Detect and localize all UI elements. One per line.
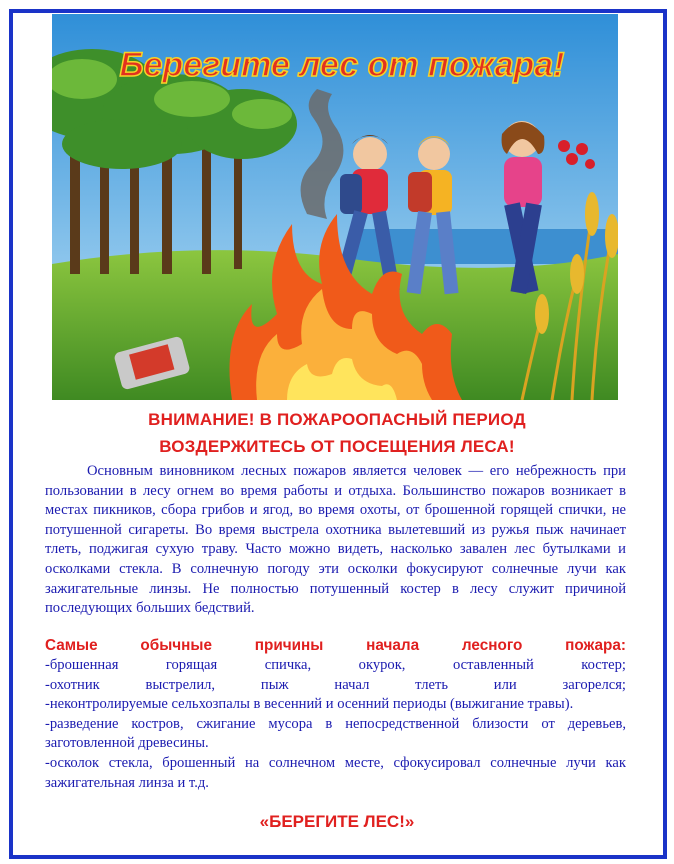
list-item: -неконтролируемые сельхозпалы в весенний и осенний периоды (выжигание травы). — [45, 696, 574, 713]
warning-headline-line-1: ВНИМАНИЕ! В ПОЖАРООПАСНЫЙ ПЕРИОД — [148, 410, 526, 429]
list-item: -осколок стекла, брошенный на солнечном месте, сфокусировал солнечные лучи как зажигательная линза и т.д. — [45, 754, 626, 791]
illustration-title: Берегите лес от пожара! — [119, 46, 565, 84]
list-item: -брошенная горящая спичка, окурок, оставленный костер; — [45, 657, 626, 673]
intro-paragraph: Основным виновником лесных пожаров является человек — его небрежность при пользовании в лесу огнем во время работы и отдыха. Большинство пожаров возникает в местах пикников, сбора грибов и ягод, во время охоты, от брошенной горящей спички, не потушенной сигареты. Во время выстрела охотника вылетевший из ружья пыж начинает тлеть, поджигая сухую траву. Часто можно видеть, насколько завален лес бутылками и осколками стекла. В солнечную погоду эти осколки фокусируют солнечные лучи как зажигательные линзы. Не полностью потушенный костер в лесу служит причиной последующих больших бедствий. — [45, 463, 626, 617]
closing-slogan: «БЕРЕГИТЕ ЛЕС!» — [259, 812, 415, 831]
list-item: -разведение костров, сжигание мусора в непосредственной близости от деревьев, заготовленной древесины. — [45, 715, 626, 752]
list-item: -охотник выстрелил, пыж начал тлеть или загорелся; — [45, 676, 626, 693]
forest-fire-illustration — [52, 14, 618, 400]
causes-title: Самые обычные причины начала лесного пожара: — [45, 637, 626, 654]
causes-list — [45, 656, 626, 793]
warning-headline-line-2: ВОЗДЕРЖИТЕСЬ ОТ ПОСЕЩЕНИЯ ЛЕСА! — [159, 437, 515, 456]
